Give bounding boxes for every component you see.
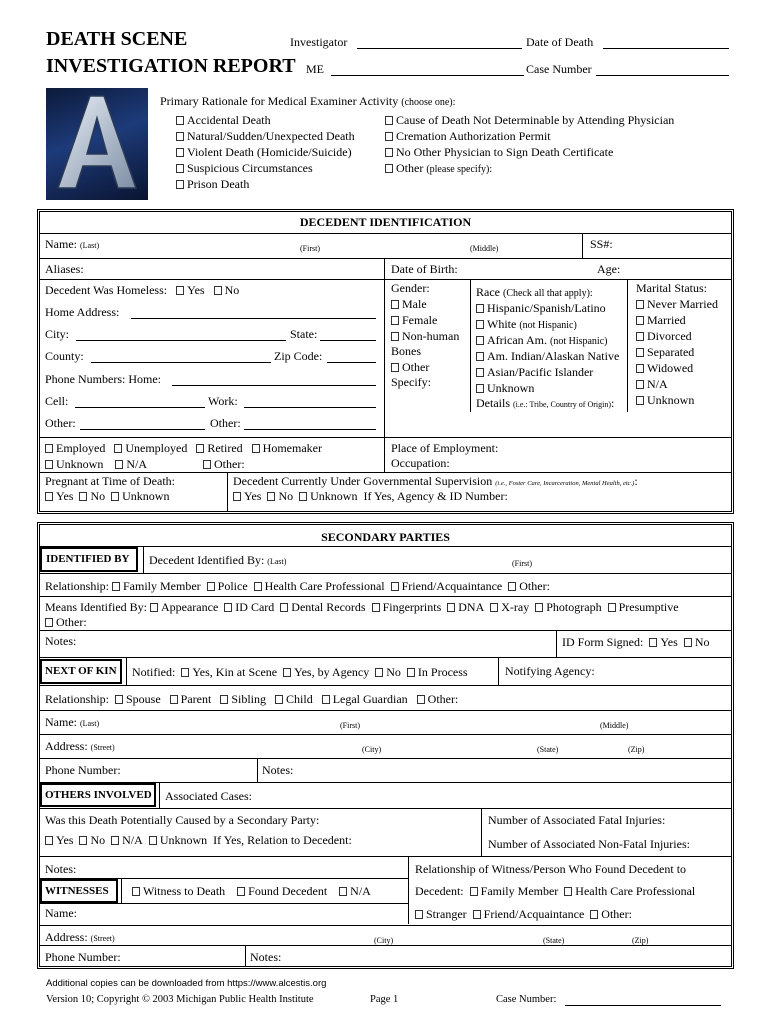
checkbox-icon[interactable] <box>176 148 184 157</box>
checkbox-icon[interactable] <box>508 582 516 591</box>
checkbox-icon[interactable] <box>115 460 123 469</box>
race-option[interactable]: Am. Indian/Alaskan Native <box>476 349 619 364</box>
checkbox-icon[interactable] <box>490 603 498 612</box>
checkbox-icon[interactable] <box>112 582 120 591</box>
witness-name-label[interactable]: Name: <box>45 906 77 920</box>
gender-option[interactable]: Male <box>391 297 427 312</box>
checkbox-icon[interactable] <box>636 396 644 405</box>
checkbox-icon[interactable] <box>176 286 184 295</box>
checkbox-icon[interactable] <box>636 332 644 341</box>
checkbox-icon[interactable] <box>564 887 572 896</box>
cell-field[interactable] <box>75 407 205 408</box>
nok-city-hint: (City) <box>362 745 382 754</box>
nok-name-label[interactable]: Name: (Last) <box>45 715 100 729</box>
checkbox-icon[interactable] <box>149 836 157 845</box>
witness-phone-label[interactable]: Phone Number: <box>45 950 121 964</box>
checkbox-icon[interactable] <box>203 460 211 469</box>
rationale-option[interactable]: Cause of Death Not Determinable by Attending Physician <box>385 113 674 128</box>
checkbox-icon[interactable] <box>391 332 399 341</box>
marital-label: Marital Status: <box>636 281 707 295</box>
witness-relationship-row2: Stranger Friend/Acquaintance Other: <box>415 907 632 922</box>
first-name-hint: (First) <box>300 244 320 253</box>
means-other[interactable]: Other: <box>45 615 87 630</box>
checkbox-icon[interactable] <box>45 460 53 469</box>
checkbox-icon[interactable] <box>237 887 245 896</box>
checkbox-icon[interactable] <box>417 695 425 704</box>
checkbox-icon[interactable] <box>636 316 644 325</box>
phone-home-label: Phone Numbers: Home: <box>45 372 161 386</box>
name-label: Name: (Last) <box>45 237 100 251</box>
report-title-line1: DEATH SCENE <box>46 28 188 50</box>
county-label: County: <box>45 349 84 363</box>
nok-tag-text: NEXT OF KIN <box>45 665 117 677</box>
decedent-heading: DECEDENT IDENTIFICATION <box>299 215 472 229</box>
checkbox-icon[interactable] <box>473 910 481 919</box>
witness-zip-hint: (Zip) <box>632 936 649 945</box>
footer-case-number-label: Case Number: <box>496 994 557 1005</box>
case-number-field[interactable] <box>596 75 729 76</box>
checkbox-icon[interactable] <box>636 300 644 309</box>
rationale-option[interactable]: Cremation Authorization Permit <box>385 129 551 144</box>
checkbox-icon[interactable] <box>339 887 347 896</box>
state-field[interactable] <box>320 340 376 341</box>
checkbox-icon[interactable] <box>636 380 644 389</box>
checkbox-icon[interactable] <box>375 668 383 677</box>
witness-options: Witness to Death Found Decedent N/A <box>132 884 371 899</box>
id-form-signed: ID Form Signed: Yes No <box>562 635 710 649</box>
secondary-heading: SECONDARY PARTIES <box>321 530 450 544</box>
race-option[interactable]: White (not Hispanic) <box>476 317 577 332</box>
marital-option[interactable]: Unknown <box>636 393 694 408</box>
rationale-option[interactable]: No Other Physician to Sign Death Certificate <box>385 145 613 160</box>
checkbox-icon[interactable] <box>391 300 399 309</box>
nok-state-hint: (State) <box>537 745 559 754</box>
gender-option[interactable]: Female <box>391 313 437 328</box>
work-label: Work: <box>208 394 238 408</box>
date-of-death-field[interactable] <box>603 48 729 49</box>
witness-notes-label[interactable]: Notes: <box>45 862 77 876</box>
other-phone-label: Other: <box>45 416 76 430</box>
nonfatal-injuries-label[interactable]: Number of Associated Non-Fatal Injuries: <box>488 837 690 851</box>
race-option[interactable]: Unknown <box>476 381 534 396</box>
nok-address-label[interactable]: Address: (Street) <box>45 739 115 753</box>
other-phone-field[interactable] <box>80 429 205 430</box>
rationale-option[interactable]: Violent Death (Homicide/Suicide) <box>176 145 352 160</box>
nok-zip-hint: (Zip) <box>628 745 645 754</box>
checkbox-icon[interactable] <box>132 887 140 896</box>
checkbox-icon[interactable] <box>684 638 692 647</box>
checkbox-icon[interactable] <box>385 164 393 173</box>
rationale-option[interactable]: Prison Death <box>176 177 249 192</box>
marital-option[interactable]: Separated <box>636 345 694 360</box>
checkbox-icon[interactable] <box>322 695 330 704</box>
homeless-label: Decedent Was Homeless: Yes No <box>45 283 240 297</box>
others-involved-tag-text: OTHERS INVOLVED <box>45 789 152 801</box>
checkbox-icon[interactable] <box>111 492 119 501</box>
home-address-label: Home Address: <box>45 305 120 319</box>
nok-phone-label[interactable]: Phone Number: <box>45 763 121 777</box>
checkbox-icon[interactable] <box>45 836 53 845</box>
checkbox-icon[interactable] <box>391 363 399 372</box>
witness-address-label[interactable]: Address: (Street) <box>45 930 115 944</box>
nok-first-hint: (First) <box>340 721 360 730</box>
checkbox-icon[interactable] <box>372 603 380 612</box>
gender-label: Gender: <box>391 281 430 295</box>
checkbox-icon[interactable] <box>176 116 184 125</box>
checkbox-icon[interactable] <box>176 180 184 189</box>
checkbox-icon[interactable] <box>476 384 484 393</box>
report-title-line2: INVESTIGATION REPORT <box>46 55 296 77</box>
checkbox-icon[interactable] <box>233 492 241 501</box>
checkbox-icon[interactable] <box>79 836 87 845</box>
pregnant-options: Yes No Unknown <box>45 489 169 504</box>
checkbox-icon[interactable] <box>181 668 189 677</box>
gender-option[interactable]: Other Specify: <box>391 360 431 389</box>
checkbox-icon[interactable] <box>299 492 307 501</box>
race-label: Race (Check all that apply): <box>476 285 593 299</box>
case-number-label: Case Number <box>526 62 592 76</box>
date-of-death-label: Date of Death <box>526 35 594 49</box>
checkbox-icon[interactable] <box>252 444 260 453</box>
age-label[interactable]: Age: <box>597 262 621 276</box>
employment-other[interactable]: Other: <box>203 457 245 472</box>
secondary-party-options: Yes No N/A Unknown If Yes, Relation to Decedent: <box>45 833 352 848</box>
marital-option[interactable]: Divorced <box>636 329 692 344</box>
ss-label[interactable]: SS#: <box>590 237 613 251</box>
logo <box>46 88 148 200</box>
gender-option[interactable]: Non-human Bones <box>391 329 460 358</box>
checkbox-icon[interactable] <box>45 618 53 627</box>
middle-name-hint: (Middle) <box>470 244 499 253</box>
witness-relationship-heading: Relationship of Witness/Person Who Found Decedent to <box>415 862 687 876</box>
cell-label: Cell: <box>45 394 69 408</box>
rationale-heading: Primary Rationale for Medical Examiner Activity (choose one): <box>160 94 456 108</box>
notes-label[interactable]: Notes: <box>45 634 77 648</box>
download-note: Additional copies can be downloaded from https://www.alcestis.org <box>46 978 327 989</box>
rationale-option-other[interactable]: Other (please specify): <box>385 161 492 176</box>
checkbox-icon[interactable] <box>196 444 204 453</box>
means-row: Means Identified By: Appearance ID Card Dental Records Fingerprints DNA X-ray Photograph Presumptive <box>45 600 679 614</box>
race-option[interactable]: African Am. (not Hispanic) <box>476 333 607 348</box>
identified-by-first-hint: (First) <box>512 559 532 568</box>
witness-notes2-label[interactable]: Notes: <box>250 950 282 964</box>
checkbox-icon[interactable] <box>280 603 288 612</box>
checkbox-icon[interactable] <box>476 320 484 329</box>
checkbox-icon[interactable] <box>649 638 657 647</box>
checkbox-icon[interactable] <box>114 444 122 453</box>
work-field[interactable] <box>244 407 376 408</box>
aliases-label[interactable]: Aliases: <box>45 262 84 276</box>
zip-field[interactable] <box>327 362 376 363</box>
city-field[interactable] <box>76 340 286 341</box>
city-label: City: <box>45 327 70 341</box>
logo-letter-icon <box>46 88 148 200</box>
checkbox-icon[interactable] <box>608 603 616 612</box>
checkbox-icon[interactable] <box>115 695 123 704</box>
rationale-option[interactable]: Accidental Death <box>176 113 271 128</box>
checkbox-icon[interactable] <box>415 910 423 919</box>
page-number: Page 1 <box>370 994 399 1005</box>
investigator-field[interactable] <box>357 48 522 49</box>
checkbox-icon[interactable] <box>447 603 455 612</box>
supervision-options: Yes No Unknown If Yes, Agency & ID Number: <box>233 489 508 504</box>
checkbox-icon[interactable] <box>214 286 222 295</box>
checkbox-icon[interactable] <box>254 582 262 591</box>
me-field[interactable] <box>331 75 524 76</box>
witness-city-hint: (City) <box>374 936 394 945</box>
checkbox-icon[interactable] <box>176 132 184 141</box>
relationship-row: Relationship: Family Member Police Health Care Professional Friend/Acquaintance Other: <box>45 579 550 593</box>
witness-relationship-row1: Decedent: Family Member Health Care Professional <box>415 884 696 898</box>
checkbox-icon[interactable] <box>470 887 478 896</box>
checkbox-icon[interactable] <box>275 695 283 704</box>
checkbox-icon[interactable] <box>385 116 393 125</box>
notifying-agency-label[interactable]: Notifying Agency: <box>505 664 595 678</box>
checkbox-icon[interactable] <box>267 492 275 501</box>
race-option[interactable]: Asian/Pacific Islander <box>476 365 593 380</box>
place-of-employment-label[interactable]: Place of Employment: <box>391 441 499 455</box>
nok-relationship-row: Relationship: Spouse Parent Sibling Child Legal Guardian Other: <box>45 692 459 706</box>
marital-option[interactable]: Married <box>636 313 686 328</box>
associated-cases-label[interactable]: Associated Cases: <box>165 789 252 803</box>
checkbox-icon[interactable] <box>45 492 53 501</box>
me-label: ME <box>306 62 324 76</box>
investigator-label: Investigator <box>290 35 348 49</box>
checkbox-icon[interactable] <box>391 582 399 591</box>
checkbox-icon[interactable] <box>45 444 53 453</box>
checkbox-icon[interactable] <box>476 352 484 361</box>
checkbox-icon[interactable] <box>535 603 543 612</box>
checkbox-icon[interactable] <box>476 304 484 313</box>
checkbox-icon[interactable] <box>176 164 184 173</box>
supervision-label: Decedent Currently Under Governmental Supervision (i.e., Foster Care, Incarceration, Mental Health, etc.): <box>233 474 638 488</box>
home-address-field[interactable] <box>131 318 376 319</box>
race-details-label[interactable]: Details (i.e.: Tribe, Country of Origin): <box>476 396 615 410</box>
footer-case-number-field[interactable] <box>565 1005 721 1006</box>
phone-home-field[interactable] <box>172 385 376 386</box>
marital-option[interactable]: Never Married <box>636 297 718 312</box>
notified-row: Notified: Yes, Kin at Scene Yes, by Agency No In Process <box>132 665 468 679</box>
checkbox-icon[interactable] <box>636 364 644 373</box>
rationale-option[interactable]: Natural/Sudden/Unexpected Death <box>176 129 355 144</box>
state-label: State: <box>290 327 318 341</box>
checkbox-icon[interactable] <box>636 348 644 357</box>
other-phone2-field[interactable] <box>244 429 376 430</box>
checkbox-icon[interactable] <box>220 695 228 704</box>
checkbox-icon[interactable] <box>476 336 484 345</box>
checkbox-icon[interactable] <box>224 603 232 612</box>
witnesses-tag-text: WITNESSES <box>45 885 109 897</box>
other-phone2-label: Other: <box>210 416 241 430</box>
marital-option[interactable]: N/A <box>636 377 668 392</box>
checkbox-icon[interactable] <box>385 132 393 141</box>
rationale-option[interactable]: Suspicious Circumstances <box>176 161 313 176</box>
checkbox-icon[interactable] <box>385 148 393 157</box>
checkbox-icon[interactable] <box>391 316 399 325</box>
identified-by-tag-text: IDENTIFIED BY <box>46 553 130 565</box>
witness-state-hint: (State) <box>543 936 565 945</box>
occupation-label[interactable]: Occupation: <box>391 456 450 470</box>
checkbox-icon[interactable] <box>283 668 291 677</box>
checkbox-icon[interactable] <box>111 836 119 845</box>
checkbox-icon[interactable] <box>590 910 598 919</box>
checkbox-icon[interactable] <box>150 603 158 612</box>
employment-row1: Employed Unemployed Retired Homemaker <box>45 441 322 456</box>
checkbox-icon[interactable] <box>207 582 215 591</box>
marital-option[interactable]: Widowed <box>636 361 693 376</box>
county-field[interactable] <box>91 362 271 363</box>
fatal-injuries-label[interactable]: Number of Associated Fatal Injuries: <box>488 813 666 827</box>
version-text: Version 10; Copyright © 2003 Michigan Public Health Institute <box>46 994 314 1005</box>
identified-by-label[interactable]: Decedent Identified By: (Last) <box>149 553 287 567</box>
checkbox-icon[interactable] <box>79 492 87 501</box>
secondary-party-question: Was this Death Potentially Caused by a Secondary Party: <box>45 813 320 827</box>
checkbox-icon[interactable] <box>476 368 484 377</box>
race-option[interactable]: Hispanic/Spanish/Latino <box>476 301 606 316</box>
checkbox-icon[interactable] <box>407 668 415 677</box>
employment-row2: Unknown N/A <box>45 457 147 472</box>
dob-label[interactable]: Date of Birth: <box>391 262 458 276</box>
zip-label: Zip Code: <box>274 349 323 363</box>
checkbox-icon[interactable] <box>170 695 178 704</box>
nok-middle-hint: (Middle) <box>600 721 629 730</box>
pregnant-label: Pregnant at Time of Death: <box>45 474 175 488</box>
nok-notes-label[interactable]: Notes: <box>262 763 294 777</box>
